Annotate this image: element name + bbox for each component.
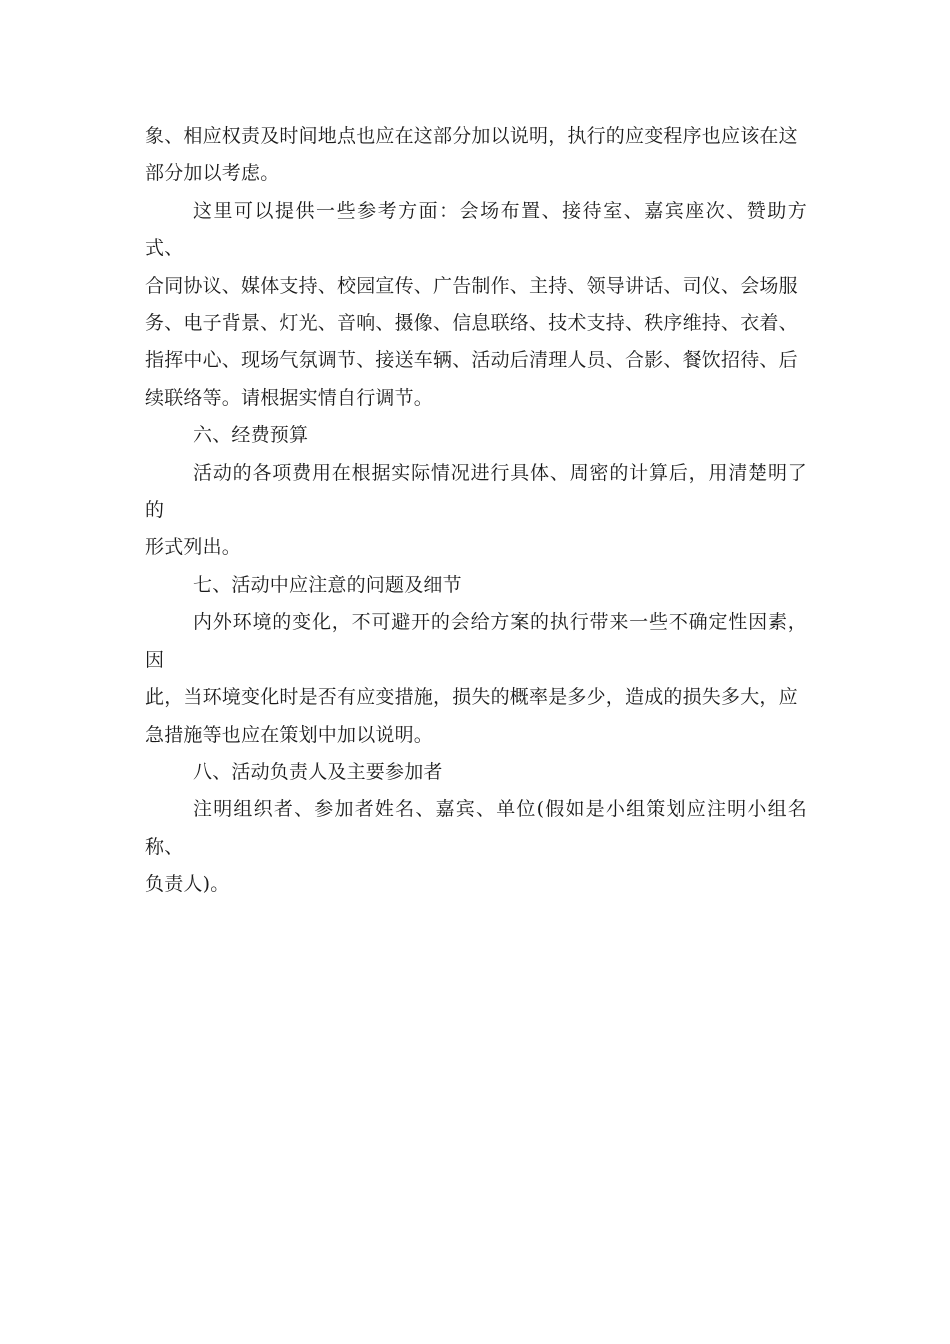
paragraph-people: 注明组织者、参加者姓名、嘉宾、单位(假如是小组策划应注明小组名称、 负责人)。 — [145, 798, 807, 896]
paragraph-budget: 活动的各项费用在根据实际情况进行具体、周密的计算后，用清楚明了的 形式列出。 — [145, 461, 807, 559]
paragraph-continuation: 象、相应权责及时间地点也应在这部分加以说明，执行的应变程序也应该在这 部分加以考虑。 — [145, 125, 798, 185]
section-heading-people: 八、活动负责人及主要参加者 — [193, 760, 443, 783]
section-heading-notes: 七、活动中应注意的问题及细节 — [193, 573, 462, 596]
section-heading-budget: 六、经费预算 — [193, 424, 309, 447]
document-page — [145, 118, 807, 904]
paragraph-reference-aspects: 这里可以提供一些参考方面：会场布置、接待室、嘉宾座次、赞助方式、 合同协议、媒体支持、校园宣传、广告制作、主持、领导讲话、司仪、会场服 务、电子背景、灯光、音响、摄像、信息联络、技术支持、秩序维持、衣着、 指挥中心、现场气氛调节、接送车辆、活动后清理人员、合影、餐饮招待、后 续联络等。请根据实情自行调节。 — [145, 199, 807, 409]
paragraph-notes: 内外环境的变化，不可避开的会给方案的执行带来一些不确定性因素，因 此，当环境变化时是否有应变措施，损失的概率是多少，造成的损失多大，应 急措施等也应在策划中加以说明。 — [145, 611, 807, 746]
